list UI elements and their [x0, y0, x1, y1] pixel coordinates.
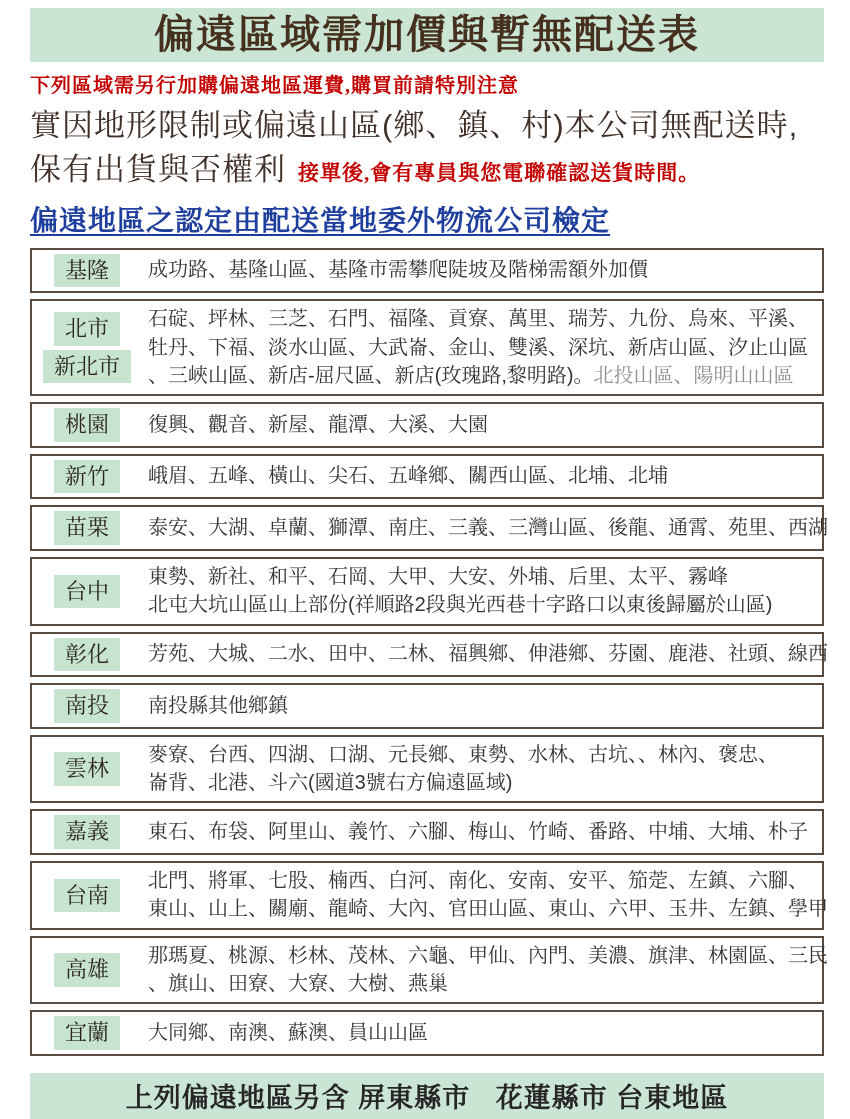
- region-label: 宜蘭: [54, 1016, 120, 1050]
- region-areas: 成功路、基隆山區、基隆市需攀爬陡坡及階梯需額外加價: [148, 259, 648, 282]
- region-label: 新北市: [43, 350, 131, 384]
- region-areas: 芳苑、大城、二水、田中、二林、福興鄉、伸港鄉、芬園、鹿港、社頭、線西: [148, 643, 828, 666]
- rights-statement: 保有出貨與否權利: [30, 151, 286, 187]
- region-row-kaohsiung: [30, 936, 828, 1005]
- region-areas-muted: 北投山區、陽明山山區: [593, 364, 794, 387]
- footer-banner: [30, 1073, 824, 1119]
- confirm-call-note: 接單後,會有專員與您電聯確認送貨時間。: [298, 160, 701, 185]
- region-label: 新竹: [54, 460, 120, 494]
- region-areas: 東山、山上、關廟、龍崎、大內、官田山區、東山、六甲、玉井、左鎮、學甲: [148, 898, 828, 921]
- title-banner: [30, 8, 824, 62]
- notice-line-1: 實因地形限制或偏遠山區(鄉、鎮、村)本公司無配送時,: [30, 108, 799, 143]
- region-areas: 北門、將軍、七股、楠西、白河、南化、安南、安平、笳萣、左鎮、六腳、: [148, 869, 808, 892]
- region-areas: 東石、布袋、阿里山、義竹、六腳、梅山、竹崎、番路、中埔、大埔、朴子: [148, 820, 808, 843]
- region-areas: 北屯大坑山區山上部份(祥順路2段與光西巷十字路口以東後歸屬於山區): [148, 594, 773, 617]
- region-areas: 峨眉、五峰、橫山、尖石、五峰鄉、關西山區、北埔、北埔: [148, 465, 668, 488]
- region-row-taichung: [30, 557, 824, 626]
- region-row-tainan: [30, 861, 828, 930]
- region-label: 基隆: [54, 254, 120, 288]
- region-label: 北市: [54, 312, 120, 346]
- region-areas: 麥寮、台西、四湖、口湖、元長鄉、東勢、水林、古坑、、林內、褒忠、: [148, 743, 778, 766]
- notice-line-2: [30, 149, 824, 191]
- region-row-taoyuan: [30, 402, 824, 448]
- region-areas: 崙背、北港、斗六(國道3號右方偏遠區域): [148, 772, 513, 795]
- region-areas: 、三峽山區、新店-屈尺區、新店(玫瑰路,黎明路)。北投山區、陽明山山區: [148, 364, 794, 387]
- region-label: 高雄: [54, 953, 120, 987]
- region-row-yunlin: [30, 735, 824, 804]
- region-areas: 復興、觀音、新屋、龍潭、大溪、大園: [148, 413, 488, 436]
- page-title: 偏遠區域需加價與暫無配送表: [154, 13, 700, 57]
- region-areas: 南投縣其他鄉鎮: [148, 694, 288, 717]
- region-row-miaoli: [30, 505, 828, 551]
- region-label: 桃園: [54, 408, 120, 442]
- region-table: [30, 248, 828, 1056]
- region-row-taipei-newtaipei: [30, 299, 824, 396]
- region-row-chiayi: [30, 809, 824, 855]
- region-label: 彰化: [54, 638, 120, 672]
- region-label: 台中: [54, 575, 120, 609]
- region-label: 台南: [54, 879, 120, 913]
- region-label: 雲林: [54, 752, 120, 786]
- region-areas: 泰安、大湖、卓蘭、獅潭、南庄、三義、三灣山區、後龍、通霄、苑里、西湖: [148, 516, 828, 539]
- surcharge-warning-text: 下列區域需另行加購偏遠地區運費,購買前請特別注意: [30, 75, 519, 97]
- region-areas: 那瑪夏、桃源、杉林、茂林、六龜、甲仙、內門、美濃、旗津、林園區、三民: [148, 944, 828, 967]
- region-label: 苗栗: [54, 511, 120, 545]
- region-areas: 牡丹、下福、淡水山區、大武崙、金山、雙溪、深坑、新店山區、汐止山區: [148, 336, 808, 359]
- region-row-nantou: [30, 683, 824, 729]
- region-label: 嘉義: [54, 815, 120, 849]
- region-areas: 石碇、坪林、三芝、石門、福隆、貢寮、萬里、瑞芳、九份、烏來、平溪、: [148, 308, 808, 331]
- region-label: 南投: [54, 689, 120, 723]
- region-row-yilan: [30, 1010, 824, 1056]
- region-areas: 大同鄉、南澳、蘇澳、員山山區: [148, 1022, 428, 1045]
- certification-note: 偏遠地區之認定由配送當地委外物流公司檢定: [30, 204, 611, 236]
- region-row-keelung: [30, 248, 824, 294]
- footer-note: 上列偏遠地區另含 屏東縣市 花蓮縣市 台東地區: [125, 1083, 729, 1114]
- region-areas: 東勢、新社、和平、石岡、大甲、大安、外埔、后里、太平、霧峰: [148, 565, 728, 588]
- region-areas: 、旗山、田寮、大寮、大樹、燕巢: [148, 973, 448, 996]
- region-row-hsinchu: [30, 454, 824, 500]
- region-row-changhua: [30, 632, 828, 678]
